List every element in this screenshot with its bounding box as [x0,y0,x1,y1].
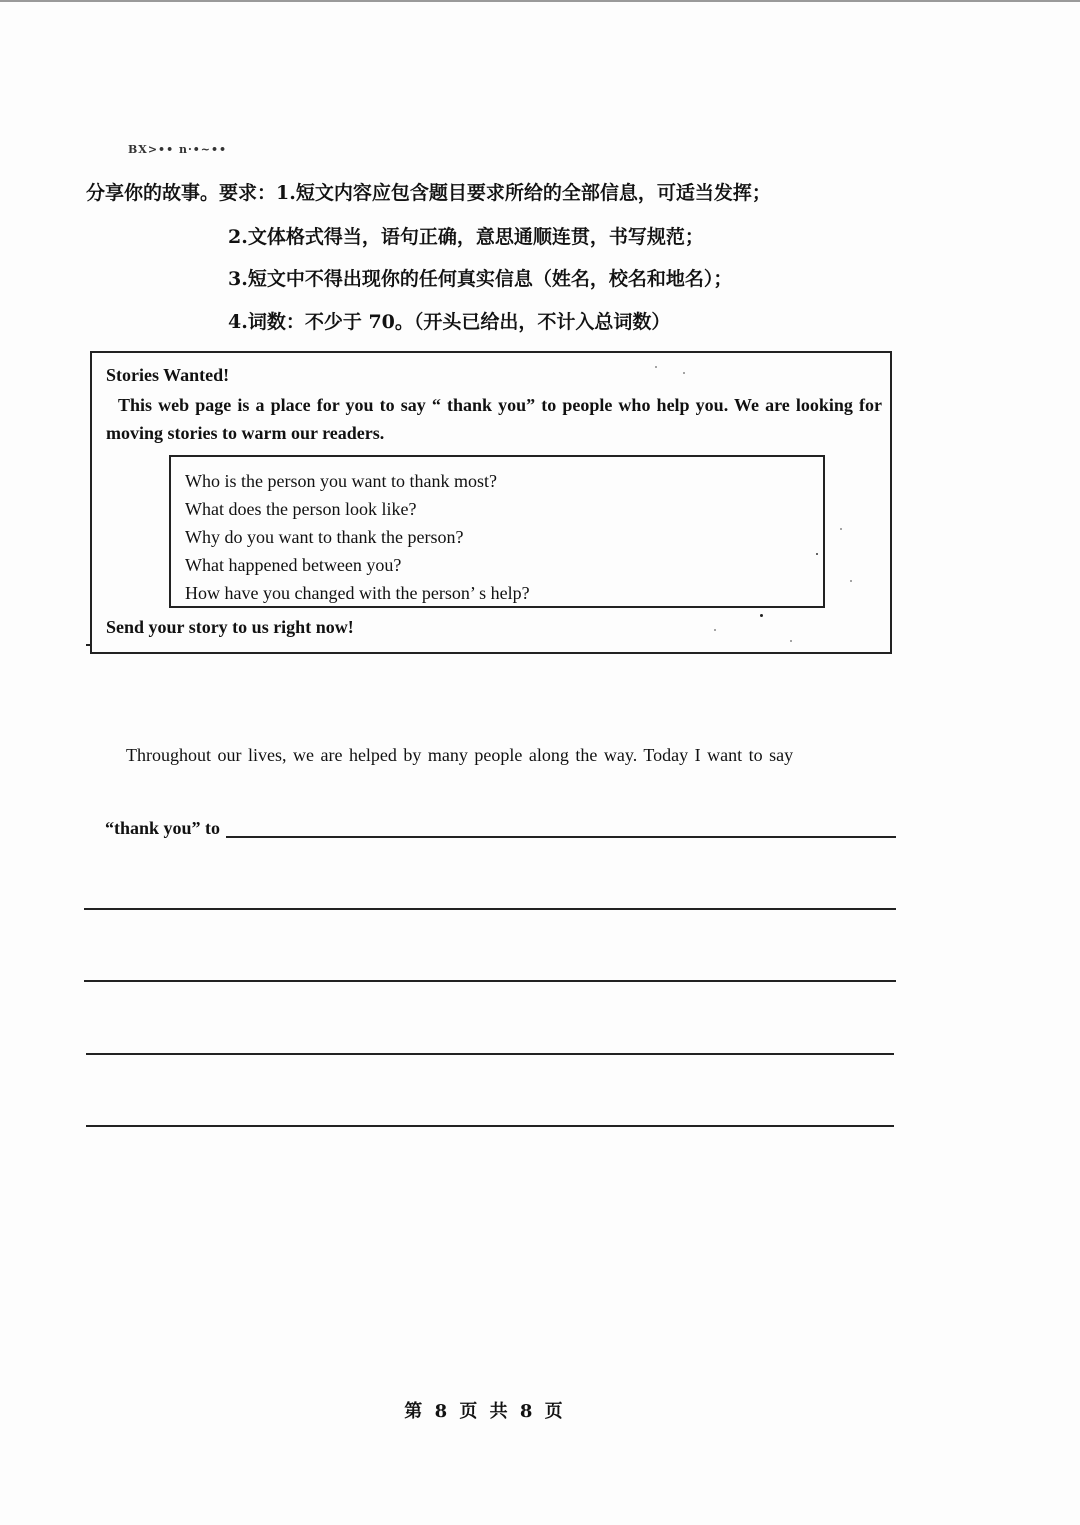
box-edge-mark [86,644,92,646]
question-item: Who is the person you want to thank most? [185,471,497,491]
page-indicator: 第 8 页 共 8 页 [404,1401,566,1422]
scan-speck [714,629,716,631]
stories-closing: Send your story to us right now! [106,617,354,637]
essay-opening-line: Throughout our lives, we are helped by many people along the way. Today I want to say [126,745,794,765]
requirement-item: 2.文体格式得当，语句正确，意思通顺连贯，书写规范； [228,226,704,248]
scan-top-edge [0,0,1080,2]
writing-line[interactable] [84,908,896,910]
requirement-item: 4.词数：不少于 70。（开头已给出，不计入总词数） [228,311,671,333]
scan-speck [840,528,842,530]
thank-you-label: “thank you” to [105,818,221,838]
question-item: What happened between you? [185,555,402,575]
scan-speck [760,614,763,617]
cutoff-text: BX>•• n·•~•• [128,143,228,156]
writing-line[interactable] [84,980,896,982]
scan-speck [655,366,657,368]
question-item: What does the person look like? [185,499,417,519]
questions-box [169,455,825,608]
requirements-intro: 分享你的故事。要求：1.短文内容应包含题目要求所给的全部信息，可适当发挥； [86,182,771,204]
stories-intro: This web page is a place for you to say “ thank you” to people who help you. We are looking for moving stories to warm our readers. [106,395,882,443]
question-item: Why do you want to thank the person? [185,527,464,547]
requirement-item: 3.短文中不得出现你的任何真实信息（姓名，校名和地名）； [228,268,733,290]
stories-title: Stories Wanted! [106,365,230,385]
scan-speck [816,553,818,555]
writing-line[interactable] [226,836,896,838]
scan-speck [790,640,792,642]
writing-line[interactable] [86,1053,894,1055]
scan-speck [683,372,685,374]
writing-line[interactable] [86,1125,894,1127]
scan-speck [850,580,852,582]
question-item: How have you changed with the person’ s help? [185,583,530,603]
stories-wanted-box [90,351,892,654]
